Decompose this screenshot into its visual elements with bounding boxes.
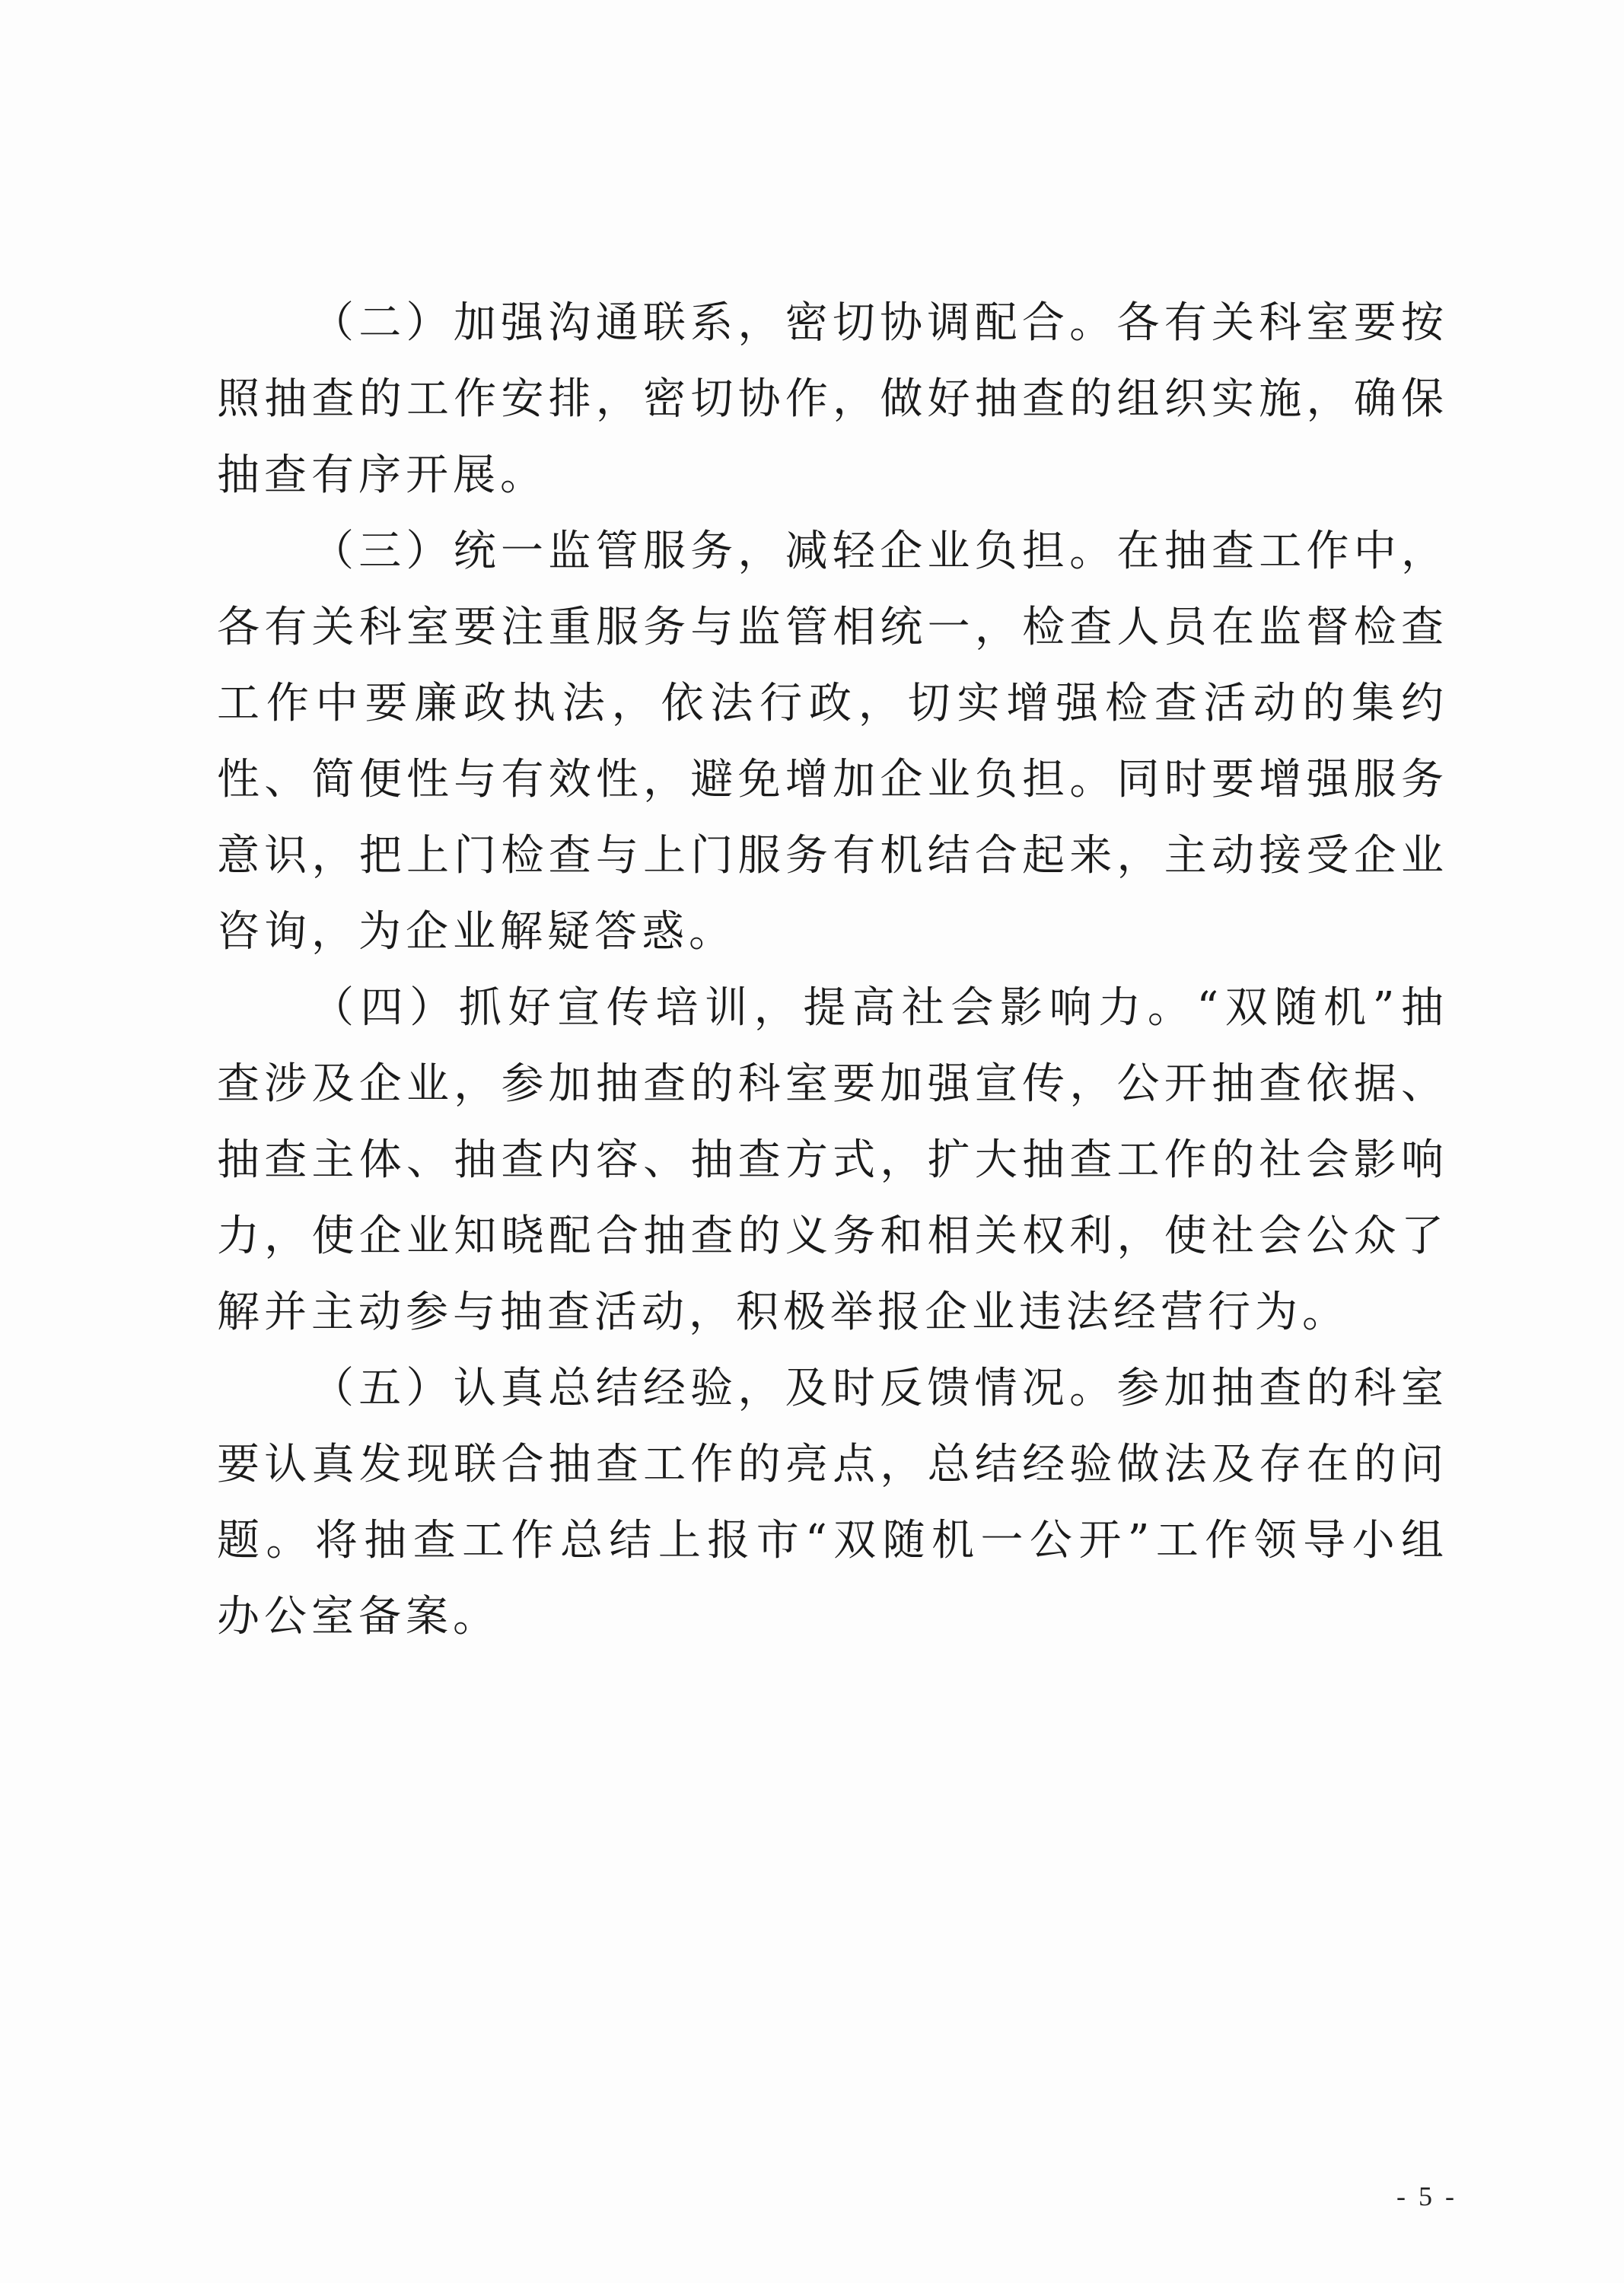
paragraph-communication: （二）加强沟通联系，密切协调配合。各有关科室要按照抽查的工作安排，密切协作，做好抽查的组织实施，确保抽查有序开展。 <box>217 298 1448 500</box>
document-body <box>217 285 1448 1655</box>
paragraph-publicity-training: （四）抓好宣传培训，提高社会影响力。“双随机”抽查涉及企业，参加抽查的科室要加强宣传，公开抽查依据、抽查主体、抽查内容、抽查方式，扩大抽查工作的社会影响力，使企业知晓配合抽查的义务和相关权利，使社会公众了解并主动参与抽查活动，积极举报企业违法经营行为。 <box>217 983 1448 1337</box>
paragraph-summary-feedback: （五）认真总结经验，及时反馈情况。参加抽查的科室要认真发现联合抽查工作的亮点，总结经验做法及存在的问题。将抽查工作总结上报市“双随机一公开”工作领导小组办公室备案。 <box>217 1364 1448 1641</box>
paragraph-supervision-service: （三）统一监管服务，减轻企业负担。在抽查工作中，各有关科室要注重服务与监管相统一，检查人员在监督检查工作中要廉政执法，依法行政，切实增强检查活动的集约性、简便性与有效性，避免增加企业负担。同时要增强服务意识，把上门检查与上门服务有机结合起来，主动接受企业咨询，为企业解疑答惑。 <box>217 527 1448 957</box>
page-number: - 5 - <box>1396 2181 1457 2211</box>
